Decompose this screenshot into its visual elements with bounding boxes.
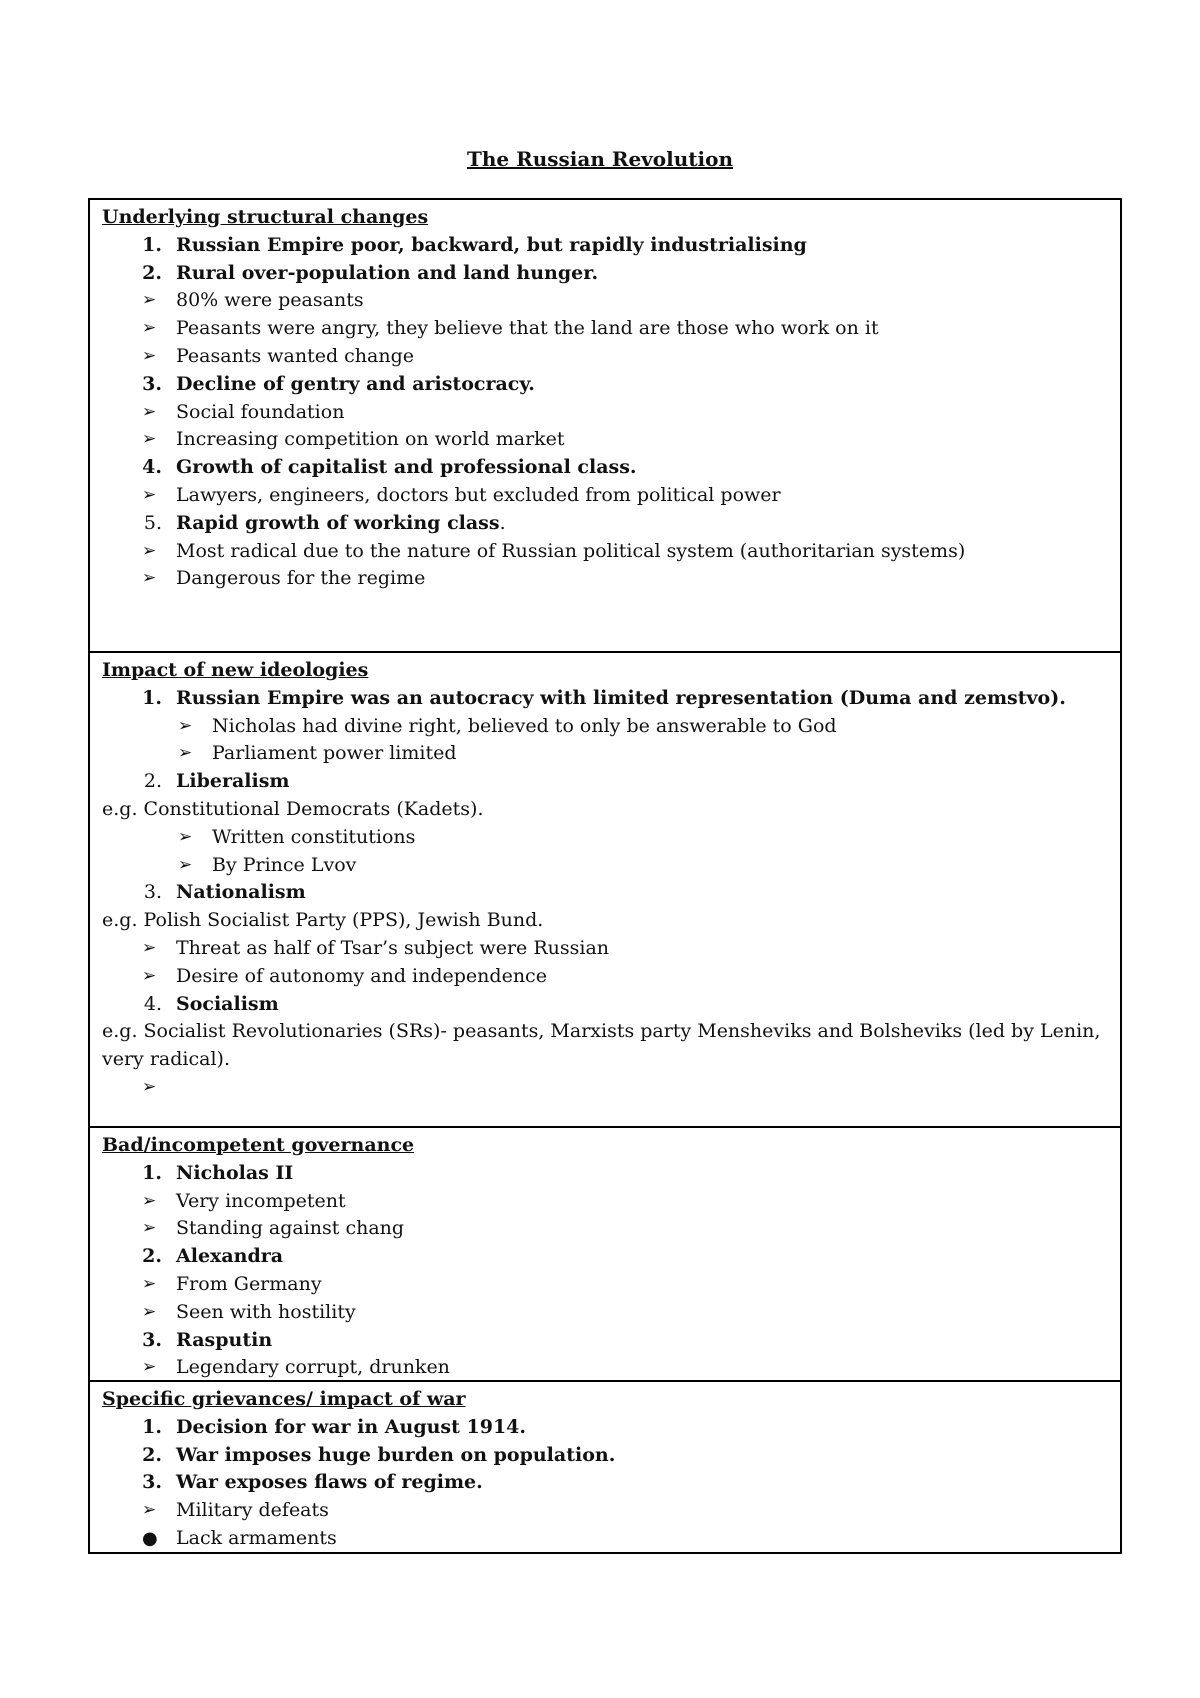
bullet-item — [90, 315, 1120, 343]
bullet-text: Very incompetent — [176, 1189, 346, 1212]
arrow-bullet-icon: ➢ — [142, 1076, 157, 1097]
bullet-item — [90, 538, 1120, 566]
bullet-text: 80% were peasants — [176, 289, 364, 312]
bullet-text: Threat as half of Tsar’s subject were Russian — [176, 936, 610, 959]
list-item — [90, 879, 1120, 907]
arrow-bullet-icon: ➢ — [142, 429, 157, 450]
item-text: Rapid growth of working class — [176, 511, 500, 534]
item-text: Liberalism — [176, 770, 290, 793]
bullet-text: Dangerous for the regime — [176, 567, 426, 590]
section-new-ideologies — [90, 653, 1120, 1128]
item-text: War exposes flaws of regime. — [176, 1471, 483, 1494]
item-text: Decline of gentry and aristocracy. — [176, 372, 535, 395]
item-number: 2. — [142, 1443, 162, 1466]
item-number: 1. — [142, 1415, 162, 1438]
item-text-wrap — [176, 510, 506, 538]
bullet-item — [90, 399, 1120, 427]
section-governance — [90, 1128, 1120, 1382]
arrow-bullet-icon: ➢ — [142, 937, 157, 958]
bullet-item-empty — [90, 1074, 1120, 1102]
list-item — [90, 1160, 1120, 1188]
item-text: Russian Empire poor, backward, but rapidly industrialising — [176, 233, 807, 256]
example-text: e.g. Polish Socialist Party (PPS), Jewish Bund. — [102, 909, 544, 932]
arrow-bullet-icon: ➢ — [142, 345, 157, 366]
bullet-text: Military defeats — [176, 1499, 329, 1522]
item-number: 1. — [142, 686, 162, 709]
list-item — [90, 1469, 1120, 1497]
bullet-text: From Germany — [176, 1272, 322, 1295]
list-item — [90, 260, 1120, 288]
arrow-bullet-icon: ➢ — [142, 540, 157, 561]
item-text: Alexandra — [176, 1245, 284, 1268]
bullet-text: Nicholas had divine right, believed to only be answerable to God — [212, 714, 837, 737]
bullet-item — [90, 1525, 1120, 1553]
bullet-item — [90, 1215, 1120, 1243]
list-item — [90, 685, 1120, 713]
list-item — [90, 768, 1120, 796]
item-number: 1. — [142, 233, 162, 256]
item-number: 3. — [142, 372, 162, 395]
arrow-bullet-icon: ➢ — [142, 1357, 157, 1378]
bullet-item — [90, 824, 1120, 852]
example-text: e.g. Constitutional Democrats (Kadets). — [102, 797, 484, 820]
example-text: e.g. Socialist Revolutionaries (SRs)- peasants, Marxists party Mensheviks and Bolsheviks (led by Lenin, very radical). — [102, 1020, 1101, 1071]
list-item — [90, 991, 1120, 1019]
bullet-item — [90, 565, 1120, 593]
item-text: Decision for war in August 1914. — [176, 1415, 527, 1438]
arrow-bullet-icon: ➢ — [178, 826, 193, 847]
list-item — [90, 232, 1120, 260]
item-number: 2. — [142, 261, 162, 284]
bullet-item — [90, 343, 1120, 371]
arrow-bullet-icon: ➢ — [142, 318, 157, 339]
bullet-item — [90, 1354, 1120, 1382]
dot-bullet-icon: ● — [142, 1527, 158, 1549]
notes-table — [88, 198, 1122, 1554]
section-heading: Specific grievances/ impact of war — [102, 1388, 466, 1410]
item-text: Nicholas II — [176, 1161, 294, 1184]
bullet-text: Lack armaments — [176, 1526, 337, 1549]
section-heading: Impact of new ideologies — [102, 659, 369, 681]
bullet-text: Most radical due to the nature of Russian political system (authoritarian systems) — [176, 539, 966, 562]
bullet-item — [90, 963, 1120, 991]
arrow-bullet-icon: ➢ — [142, 965, 157, 986]
list-item — [90, 1243, 1120, 1271]
bullet-item — [90, 740, 1120, 768]
bullet-item — [90, 1188, 1120, 1216]
list-item — [90, 1414, 1120, 1442]
item-text: Nationalism — [176, 881, 306, 904]
list-item — [90, 510, 1120, 538]
item-number: 4. — [142, 456, 162, 479]
list-item — [90, 1442, 1120, 1470]
arrow-bullet-icon: ➢ — [142, 1273, 157, 1294]
item-text: War imposes huge burden on population. — [176, 1443, 616, 1466]
arrow-bullet-icon: ➢ — [142, 568, 157, 589]
bullet-item — [90, 287, 1120, 315]
bullet-item — [90, 713, 1120, 741]
arrow-bullet-icon: ➢ — [142, 1301, 157, 1322]
section-heading: Bad/incompetent governance — [102, 1134, 415, 1156]
arrow-bullet-icon: ➢ — [178, 743, 193, 764]
bullet-item — [90, 1271, 1120, 1299]
bullet-text: Lawyers, engineers, doctors but excluded from political power — [176, 483, 781, 506]
arrow-bullet-icon: ➢ — [142, 1190, 157, 1211]
item-number: 2. — [142, 1245, 162, 1268]
bullet-item — [90, 852, 1120, 880]
bullet-item — [90, 935, 1120, 963]
arrow-bullet-icon: ➢ — [142, 401, 157, 422]
arrow-bullet-icon: ➢ — [142, 484, 157, 505]
list-item — [90, 371, 1120, 399]
bullet-item — [90, 1497, 1120, 1525]
bullet-text: By Prince Lvov — [212, 853, 357, 876]
bullet-text: Parliament power limited — [212, 742, 457, 765]
list-item — [90, 1327, 1120, 1355]
item-number: 1. — [142, 1161, 162, 1184]
item-text: Socialism — [176, 992, 279, 1015]
section-war-grievances — [90, 1382, 1120, 1552]
bullet-text: Seen with hostility — [176, 1300, 356, 1323]
item-period: . — [499, 511, 506, 534]
arrow-bullet-icon: ➢ — [142, 1500, 157, 1521]
item-number: 4. — [143, 992, 162, 1015]
arrow-bullet-icon: ➢ — [142, 1218, 157, 1239]
page-title: The Russian Revolution — [466, 147, 733, 171]
item-text: Rural over-population and land hunger. — [176, 261, 599, 284]
item-number: 3. — [142, 1328, 162, 1351]
list-item — [90, 454, 1120, 482]
item-number: 2. — [143, 770, 162, 793]
item-text: Russian Empire was an autocracy with limited representation (Duma and zemstvo). — [176, 686, 1066, 709]
bullet-text: Written constitutions — [212, 825, 416, 848]
arrow-bullet-icon: ➢ — [178, 715, 193, 736]
item-text: Growth of capitalist and professional class. — [176, 456, 637, 479]
section-heading: Underlying structural changes — [102, 206, 429, 228]
bullet-text: Social foundation — [176, 400, 345, 423]
bullet-text: Legendary corrupt, drunken — [176, 1356, 450, 1379]
bullet-text: Peasants wanted change — [176, 344, 415, 367]
bullet-text: Peasants were angry, they believe that the land are those who work on it — [176, 317, 879, 340]
bullet-text: Desire of autonomy and independence — [176, 964, 547, 987]
bullet-item — [90, 426, 1120, 454]
section-structural-changes — [90, 200, 1120, 653]
item-number: 3. — [142, 1471, 162, 1494]
bullet-item — [90, 1299, 1120, 1327]
bullet-item — [90, 482, 1120, 510]
arrow-bullet-icon: ➢ — [178, 854, 193, 875]
bullet-text: Standing against chang — [176, 1217, 405, 1240]
arrow-bullet-icon: ➢ — [142, 290, 157, 311]
item-text: Rasputin — [176, 1328, 273, 1351]
bullet-text: Increasing competition on world market — [176, 428, 565, 451]
item-number: 3. — [143, 881, 162, 904]
item-number: 5. — [143, 511, 162, 534]
